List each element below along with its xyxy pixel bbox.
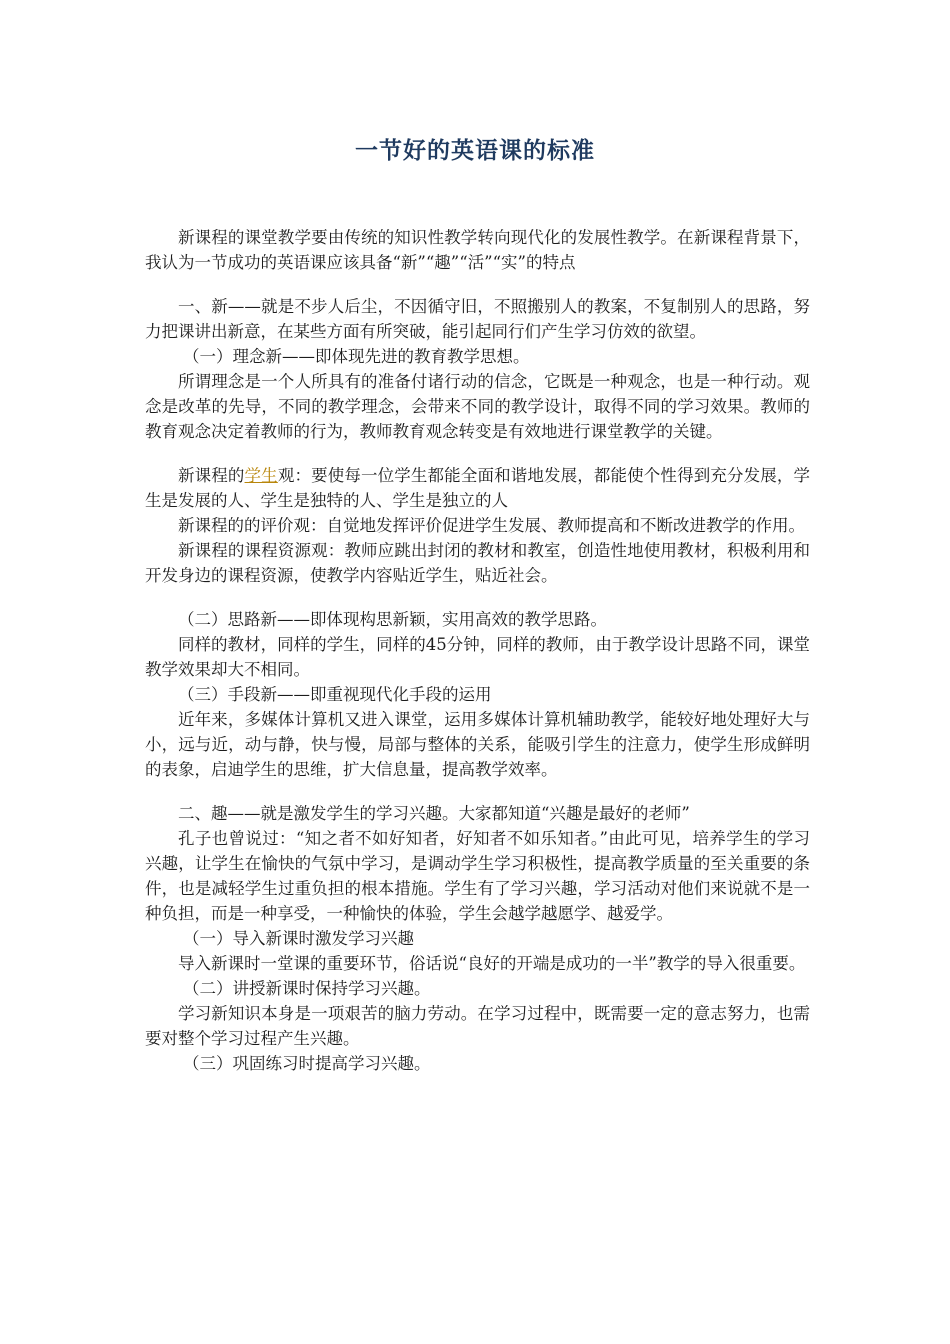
- paragraph-section-interest: 二、趣——就是激发学生的学习兴趣。大家都知道“兴趣是最好的老师”: [178, 804, 690, 823]
- subheading-concept-new: （一）理念新——即体现先进的教育教学思想。: [182, 347, 530, 366]
- student-link[interactable]: 学生: [244, 466, 278, 485]
- subheading-thinking-new: （二）思路新——即体现构思新颖，实用高效的教学思路。: [178, 610, 607, 629]
- paragraph-student-view: [145, 463, 810, 513]
- paragraph-section-new: 一、新——就是不步人后尘，不因循守旧，不照搬别人的教案，不复制别人的思路，努力把课讲出新意，在某些方面有所突破，能引起同行们产生学习仿效的欲望。: [145, 297, 810, 341]
- spacer: [145, 275, 810, 294]
- paragraph-teaching-interest: 学习新知识本身是一项艰苦的脑力劳动。在学习过程中，既需要一定的意志努力，也需要对整个学习过程产生兴趣。: [145, 1004, 810, 1048]
- spacer: [145, 782, 810, 801]
- paragraph-evaluation-view: 新课程的的评价观：自觉地发挥评价促进学生发展、教师提高和不断改进教学的作用。: [178, 516, 805, 535]
- paragraph-concept: 所谓理念是一个人所具有的准备付诸行动的信念，它既是一种观念，也是一种行动。观念是改革的先导，不同的教学理念，会带来不同的教学设计，取得不同的学习效果。教师的教育观念决定着教师的行为，教师教育观念转变是有效地进行课堂教学的关键。: [145, 372, 810, 441]
- subheading-means-new: （三）手段新——即重视现代化手段的运用: [178, 685, 492, 704]
- spacer: [145, 588, 810, 607]
- paragraph-intro: 新课程的课堂教学要由传统的知识性教学转向现代化的发展性教学。在新课程背景下，我认为一节成功的英语课应该具备“新”“趣”“活”“实”的特点: [145, 228, 810, 272]
- subheading-teaching-interest: （二）讲授新课时保持学习兴趣。: [182, 979, 431, 998]
- student-view-text: 观：要使每一位学生都能全面和谐地发展，都能使个性得到充分发展，学生是发展的人、学生是独特的人、学生是独立的人: [145, 466, 811, 510]
- student-view-prefix: 新课程的: [178, 466, 245, 485]
- paragraph-confucius: 孔子也曾说过：“知之者不如好知者，好知者不如乐知者。”由此可见，培养学生的学习兴趣，让学生在愉快的气氛中学习，是调动学生学习积极性，提高教学质量的至关重要的条件，也是减轻学生过重负担的根本措施。学生有了学习兴趣，学习活动对他们来说就不是一种负担，而是一种享受，一种愉快的体验，学生会越学越愿学、越爱学。: [145, 829, 810, 923]
- paragraph-resource-view: 新课程的课程资源观：教师应跳出封闭的教材和教室，创造性地使用教材，积极利用和开发身边的课程资源，使教学内容贴近学生，贴近社会。: [145, 541, 810, 585]
- paragraph-intro-interest: 导入新课时一堂课的重要环节，俗话说“良好的开端是成功的一半”教学的导入很重要。: [178, 954, 806, 973]
- subheading-intro-interest: （一）导入新课时激发学习兴趣: [182, 929, 414, 948]
- paragraph-means: 近年来，多媒体计算机又进入课堂，运用多媒体计算机辅助教学，能较好地处理好大与小，远与近，动与静，快与慢，局部与整体的关系，能吸引学生的注意力，使学生形成鲜明的表象，启迪学生的思维，扩大信息量，提高教学效率。: [145, 710, 810, 779]
- subheading-practice-interest: （三）巩固练习时提高学习兴趣。: [182, 1054, 431, 1073]
- spacer: [145, 444, 810, 463]
- paragraph-thinking: 同样的教材，同样的学生，同样的45分钟，同样的教师，由于教学设计思路不同，课堂教学效果却大不相同。: [145, 635, 810, 679]
- document-body: [145, 225, 810, 1076]
- document-title: 一节好的英语课的标准: [355, 138, 595, 164]
